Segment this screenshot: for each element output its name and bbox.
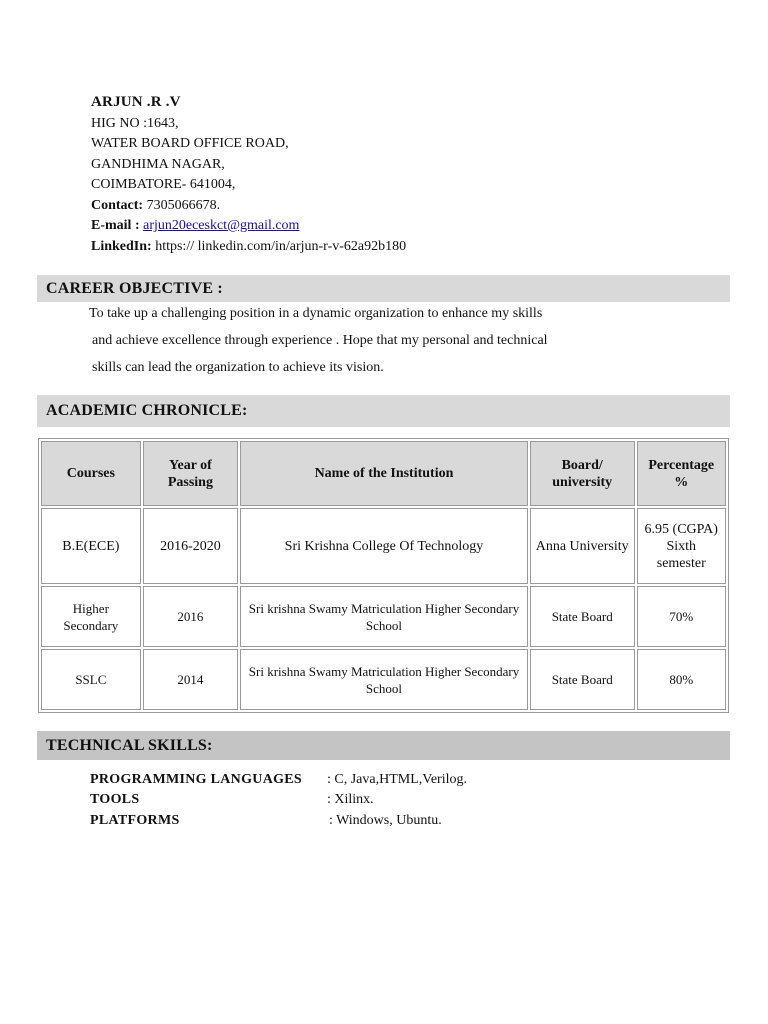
cell-board: State Board [530,586,635,647]
cell-institution: Sri krishna Swamy Matriculation Higher Secondary School [240,649,528,710]
address-line-3: GANDHIMA NAGAR, [91,157,225,172]
skill-value-platforms: : Windows, Ubuntu. [329,813,442,828]
contact-value: 7305066678. [143,198,221,213]
cell-percentage: 70% [637,586,727,647]
cell-percentage: 80% [637,649,727,710]
table-row [41,508,726,584]
cell-course: B.E(ECE) [41,508,141,584]
cell-year: 2016 [143,586,238,647]
contact-line [91,198,220,214]
skill-label-platforms: PLATFORMS [90,813,180,828]
table-row [41,649,726,710]
skill-value-programming: : C, Java,HTML,Verilog. [327,772,467,787]
header-percentage: Percentage % [637,441,727,506]
email-line [91,218,299,234]
cell-board: Anna University [530,508,635,584]
table-header-row [41,441,726,506]
objective-line-1: To take up a challenging position in a dynamic organization to enhance my skills [89,306,543,321]
header-year: Year of Passing [143,441,238,506]
email-link[interactable]: arjun20eceskct@gmail.com [143,218,300,233]
address-line-1: HIG NO :1643, [91,116,179,131]
cell-year: 2014 [143,649,238,710]
career-objective-title: CAREER OBJECTIVE : [46,280,223,297]
career-objective-bar [37,275,730,302]
skill-label-tools: TOOLS [90,792,140,807]
academic-table [38,438,729,713]
address-line-4: COIMBATORE- 641004, [91,177,236,192]
cell-percentage: 6.95 (CGPA) Sixth semester [637,508,727,584]
header-courses: Courses [41,441,141,506]
contact-label: Contact: [91,198,144,213]
candidate-name: ARJUN .R .V [91,94,181,110]
table-row [41,586,726,647]
technical-skills-title: TECHNICAL SKILLS: [46,737,213,754]
linkedin-line [91,239,406,255]
academic-chronicle-title: ACADEMIC CHRONICLE: [46,402,248,419]
cell-board: State Board [530,649,635,710]
linkedin-label: LinkedIn: [91,239,152,254]
objective-line-2: and achieve excellence through experience . Hope that my personal and technical [92,333,548,348]
academic-chronicle-bar [37,395,730,427]
cell-course: Higher Secondary [41,586,141,647]
cell-institution: Sri Krishna College Of Technology [240,508,528,584]
cell-course: SSLC [41,649,141,710]
cell-year: 2016-2020 [143,508,238,584]
address-line-2: WATER BOARD OFFICE ROAD, [91,136,289,151]
skill-label-programming: PROGRAMMING LANGUAGES [90,772,303,787]
header-institution: Name of the Institution [240,441,528,506]
technical-skills-bar [37,731,730,760]
objective-line-3: skills can lead the organization to achieve its vision. [92,360,384,375]
header-board: Board/ university [530,441,635,506]
cell-institution: Sri krishna Swamy Matriculation Higher Secondary School [240,586,528,647]
email-label: E-mail : [91,218,140,233]
skill-value-tools: : Xilinx. [327,792,374,807]
linkedin-value: https:// linkedin.com/in/arjun-r-v-62a92b180 [151,239,407,254]
